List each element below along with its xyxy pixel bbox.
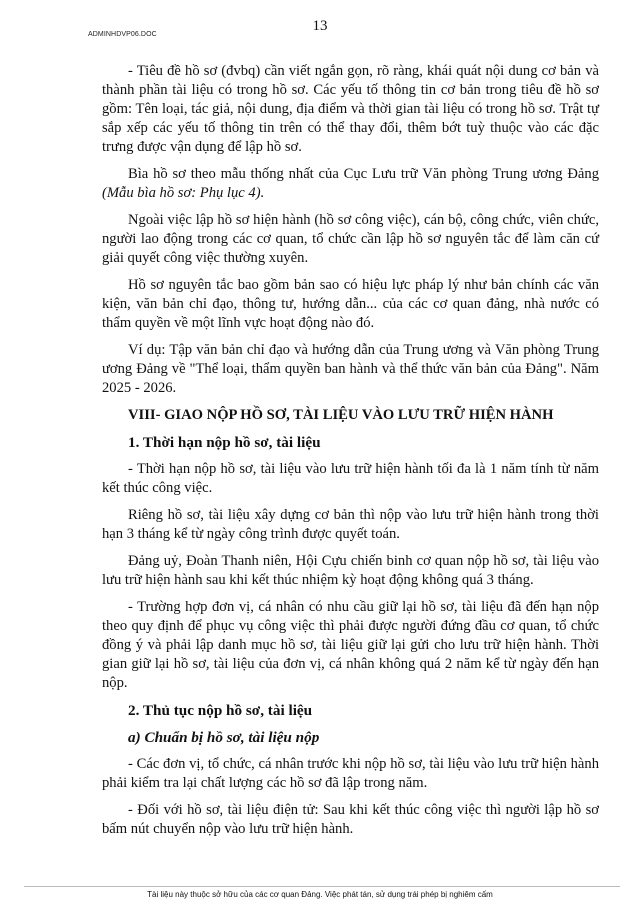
subsection-heading-deadline: 1. Thời hạn nộp hồ sơ, tài liệu — [128, 434, 321, 451]
paragraph-principle-files-content: Hồ sơ nguyên tắc bao gồm bản sao có hiệu lực pháp lý như bản chính các văn kiện, văn bản chỉ đạo, thông tư, hướng dẫn... của các cơ quan đảng, nhà nước có thẩm quyền về một lĩnh vực hoạt động nào đó. — [102, 277, 599, 331]
paragraph-file-title-rules: - Tiêu đề hồ sơ (đvbq) cần viết ngắn gọn, rõ ràng, khái quát nội dung cơ bản và thành phần tài liệu có trong hồ sơ. Các yếu tố thông tin cơ bản trong tiêu đề hồ sơ gồm: Tên loại, tác giả, nội dung, địa điểm và thời gian tài liệu có trong hồ sơ. Trật tự sắp xếp các yếu tố thông tin trên có thể thay đổi, thêm bớt tuỳ thuộc vào các đặc trưng được vận dụng để lập hồ sơ. — [102, 63, 599, 155]
paragraph-file-cover-text: Bìa hồ sơ theo mẫu thống nhất của Cục Lưu trữ Văn phòng Trung ương Đảng — [128, 166, 599, 182]
paragraph-deadline: - Thời hạn nộp hồ sơ, tài liệu vào lưu trữ hiện hành tối đa là 1 năm tính từ năm kết thúc công việc. — [102, 461, 599, 496]
document-body — [102, 62, 599, 847]
subsection-heading-procedure: 2. Thủ tục nộp hồ sơ, tài liệu — [128, 702, 313, 719]
paragraph-party-committee: Đảng uỷ, Đoàn Thanh niên, Hội Cựu chiến binh cơ quan nộp hồ sơ, tài liệu vào lưu trữ hiện hành sau khi kết thúc nhiệm kỳ hoạt động không quá 3 tháng. — [102, 553, 599, 588]
paragraph-construction-files: Riêng hồ sơ, tài liệu xây dựng cơ bản thì nộp vào lưu trữ hiện hành trong thời hạn 3 tháng kể từ ngày công trình được quyết toán. — [102, 507, 599, 542]
document-code: ADMINHDVP06.DOC — [88, 31, 157, 38]
paragraph-file-cover — [102, 165, 599, 203]
appendix-reference: (Mẫu bìa hồ sơ: Phụ lục 4). — [102, 185, 265, 201]
subsection-heading-preparation: a) Chuẩn bị hồ sơ, tài liệu nộp — [128, 729, 320, 746]
paragraph-example: Ví dụ: Tập văn bản chỉ đạo và hướng dẫn của Trung ương và Văn phòng Trung ương Đảng về "Thể loại, thẩm quyền ban hành và thể thức văn bản của Đảng". Năm 2025 - 2026. — [102, 342, 599, 396]
paragraph-principle-files: Ngoài việc lập hồ sơ hiện hành (hồ sơ công việc), cán bộ, công chức, viên chức, người lao động trong các cơ quan, tổ chức cần lập hồ sơ nguyên tắc để làm căn cứ giải quyết công việc thường xuyên. — [102, 212, 599, 266]
paragraph-electronic-files: - Đối với hồ sơ, tài liệu điện tử: Sau khi kết thúc công việc thì người lập hồ sơ bấm nút chuyển nộp vào lưu trữ hiện hành. — [102, 802, 599, 837]
section-heading-viii: VIII- GIAO NỘP HỒ SƠ, TÀI LIỆU VÀO LƯU TRỮ HIỆN HÀNH — [128, 407, 554, 423]
paragraph-quality-check: - Các đơn vị, tổ chức, cá nhân trước khi nộp hồ sơ, tài liệu vào lưu trữ hiện hành phải kiểm tra lại chất lượng các hồ sơ đã lập trong năm. — [102, 756, 599, 791]
paragraph-retention-exception: - Trường hợp đơn vị, cá nhân có nhu cầu giữ lại hồ sơ, tài liệu đã đến hạn nộp theo quy định để phục vụ công việc thì phải được người đứng đầu cơ quan, tổ chức đồng ý và phải lập danh mục hồ sơ, tài liệu giữ lại gửi cho lưu trữ hiện hành. Thời gian giữ lại hồ sơ, tài liệu của đơn vị, cá nhân không quá 2 năm kể từ ngày đến hạn nộp. — [102, 599, 599, 691]
page-number: 13 — [312, 18, 328, 34]
footer-divider — [24, 886, 620, 887]
footer-notice: Tài liệu này thuộc sở hữu của các cơ quan Đảng. Việc phát tán, sử dụng trái phép bị nghiêm cấm — [147, 890, 493, 899]
